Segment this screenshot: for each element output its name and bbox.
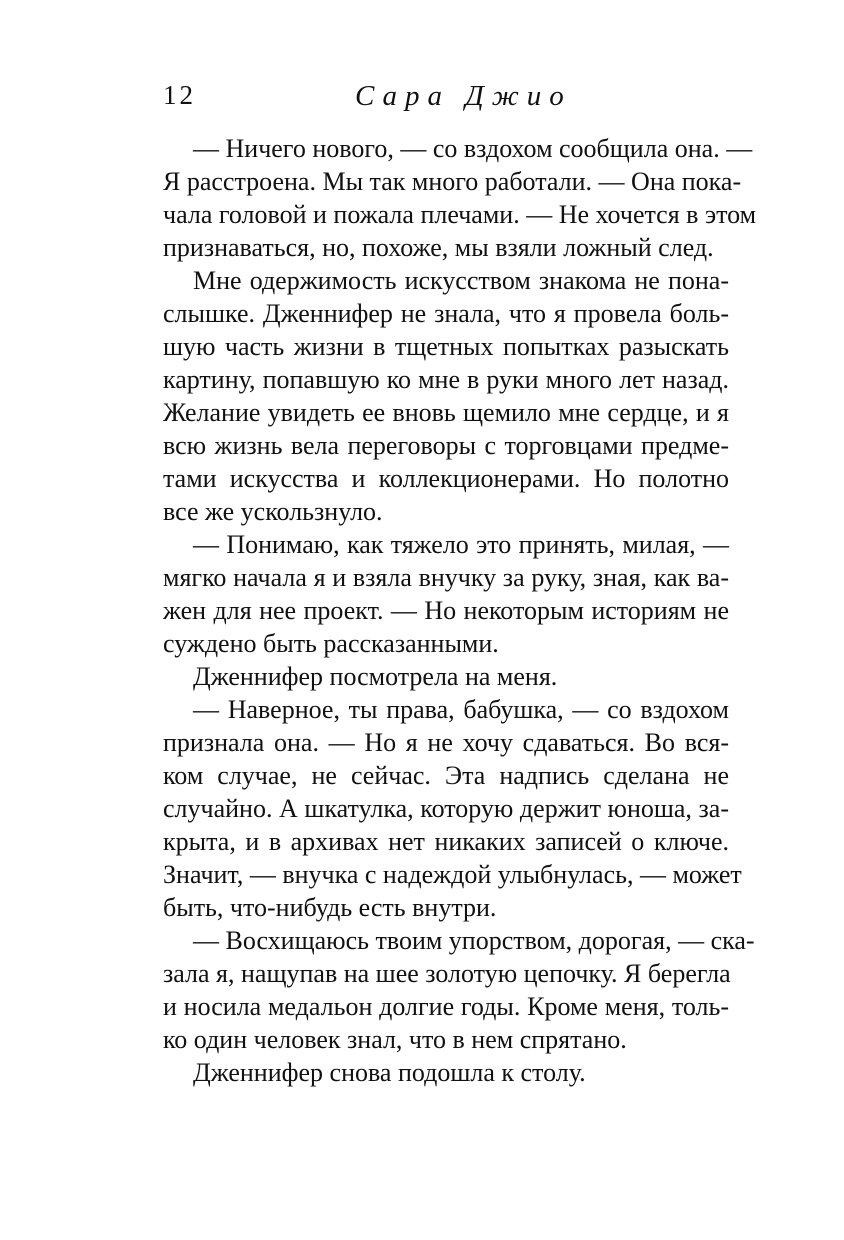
- text-line: зала я, нащупав на шее золотую цепочку. Я берегла: [163, 959, 731, 988]
- paragraph: [163, 1056, 729, 1089]
- text-line: шую часть жизни в тщетных попытках разыскать: [163, 332, 729, 361]
- body-text: [163, 132, 757, 1089]
- text-line: чала головой и пожала плечами. — Не хочется в этом: [163, 200, 757, 229]
- text-line: признаваться, но, похоже, мы взяли ложный след.: [163, 233, 714, 262]
- text-line: Значит, — внучка с надеждой улыбнулась, — может: [163, 860, 742, 889]
- text-line: Дженнифер снова подошла к столу.: [193, 1058, 586, 1087]
- text-line: Дженнифер посмотрела на меня.: [193, 662, 558, 691]
- text-line: — Наверное, ты права, бабушка, — со вздохом: [193, 695, 729, 724]
- text-line: признала она. — Но я не хочу сдаваться. Во вся-: [163, 728, 729, 757]
- text-line: все же ускользнуло.: [163, 497, 383, 526]
- paragraph: [163, 693, 742, 924]
- text-line: всю жизнь вела переговоры с торговцами предме-: [163, 431, 729, 460]
- paragraph: [163, 924, 755, 1056]
- page-number: 12: [163, 80, 196, 110]
- book-author: Сара Джио: [355, 80, 572, 112]
- text-line: картину, попавшую ко мне в руки много лет назад.: [163, 365, 729, 394]
- text-line: мягко начала я и взяла внучку за руку, зная, как ва-: [163, 563, 729, 592]
- text-line: ко один человек знал, что в нем спрятано.: [163, 1025, 627, 1054]
- text-line: Я расстроена. Мы так много работали. — Она пока-: [163, 167, 742, 196]
- paragraph: [163, 132, 757, 264]
- text-line: — Восхищаюсь твоим упорством, дорогая, — ска-: [193, 926, 755, 955]
- text-line: — Ничего нового, — со вздохом сообщила она. —: [193, 134, 753, 163]
- text-line: ком случае, не сейчас. Эта надпись сделана не: [163, 761, 729, 790]
- running-head: [163, 80, 729, 120]
- paragraph: [163, 660, 729, 693]
- text-line: тами искусства и коллекционерами. Но полотно: [163, 464, 729, 493]
- text-line: слышке. Дженнифер не знала, что я провела боль-: [163, 299, 729, 328]
- text-line: и носила медальон долгие годы. Кроме меня, толь-: [163, 992, 729, 1021]
- text-line: — Понимаю, как тяжело это принять, милая, —: [193, 530, 729, 559]
- text-line: суждено быть рассказанными.: [163, 629, 499, 658]
- text-line: Желание увидеть ее вновь щемило мне сердце, и я: [163, 398, 729, 427]
- text-line: быть, что-нибудь есть внутри.: [163, 893, 497, 922]
- text-line: крыта, и в архивах нет никаких записей о ключе.: [163, 827, 729, 856]
- text-line: случайно. А шкатулка, которую держит юноша, за-: [163, 794, 729, 823]
- text-line: Мне одержимость искусством знакома не пона-: [193, 266, 729, 295]
- paragraph: [163, 528, 729, 660]
- text-line: жен для нее проект. — Но некоторым историям не: [163, 596, 729, 625]
- paragraph: [163, 264, 729, 528]
